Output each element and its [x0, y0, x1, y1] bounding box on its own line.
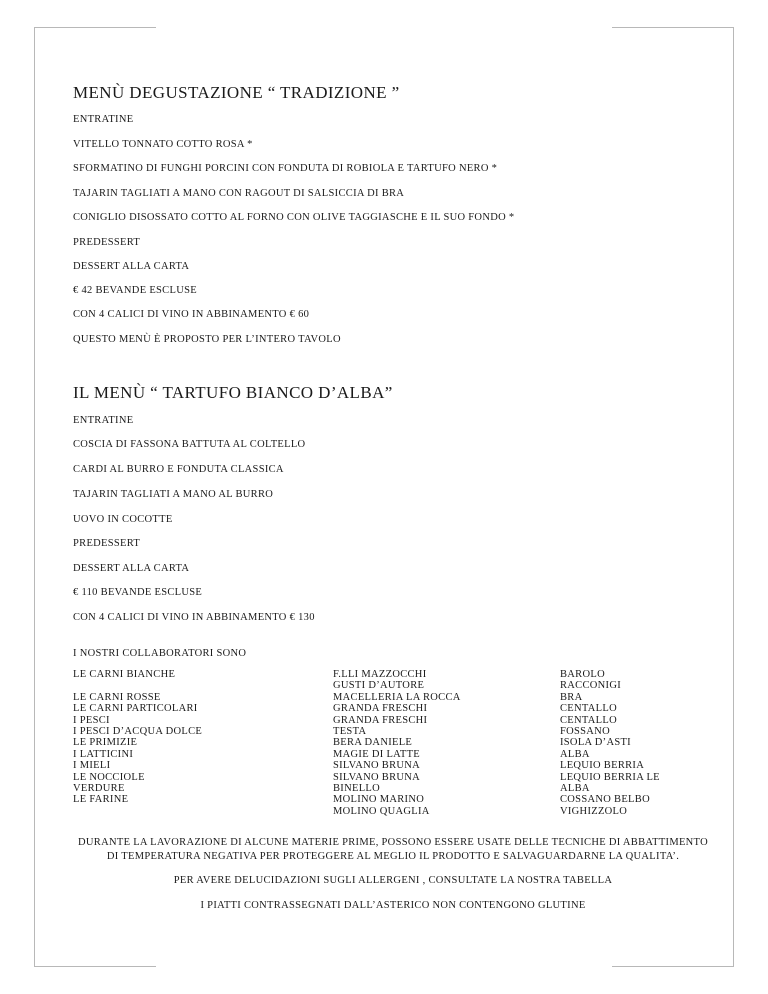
menu2-item: TAJARIN TAGLIATI A MANO AL BURRO — [73, 489, 274, 500]
supplier-category: LE CARNI PARTICOLARI — [73, 703, 198, 715]
menu1-item: PREDESSERT — [73, 237, 141, 248]
supplier-name: GUSTI D’AUTORE — [333, 680, 425, 692]
menu-tradizione-title: MENÙ DEGUSTAZIONE “ TRADIZIONE ” — [73, 83, 400, 102]
menu1-item: CONIGLIO DISOSSATO COTTO AL FORNO CON OLIVE TAGGIASCHE E IL SUO FONDO * — [73, 212, 515, 223]
supplier-name: BINELLO — [333, 783, 381, 795]
supplier-category: I MIELI — [73, 760, 111, 772]
supplier-place: CENTALLO — [560, 703, 617, 715]
suppliers-heading: I NOSTRI COLLABORATORI SONO — [73, 648, 247, 659]
supplier-place: COSSANO BELBO — [560, 794, 650, 806]
supplier-names — [333, 669, 461, 817]
supplier-name: SILVANO BRUNA — [333, 760, 421, 772]
gluten-note: I PIATTI CONTRASSEGNATI DALL’ASTERICO NON CONTENGONO GLUTINE — [200, 900, 586, 911]
supplier-place: ISOLA D’ASTI — [560, 737, 631, 749]
supplier-name: MACELLERIA LA ROCCA — [333, 691, 461, 703]
supplier-places — [560, 669, 660, 817]
supplier-name: TESTA — [333, 726, 367, 738]
supplier-place: BAROLO — [560, 669, 605, 680]
menu1-item: SFORMATINO DI FUNGHI PORCINI CON FONDUTA DI ROBIOLA E TARTUFO NERO * — [73, 163, 498, 174]
menu-tartufo-title: IL MENÙ “ TARTUFO BIANCO D’ALBA” — [73, 383, 393, 402]
supplier-name: BERA DANIELE — [333, 737, 413, 749]
processing-note: DURANTE LA LAVORAZIONE DI ALCUNE MATERIE PRIME, POSSONO ESSERE USATE DELLE TECNICHE DI ABBATTIMENTO DI TEMPERATURA NEGATIVA PER PROTEGGERE AL MEGLIO IL PRODOTTO E SALVAGUARDARNE LA QUALITA’. — [78, 837, 708, 862]
crop-mark-top-right — [612, 27, 734, 28]
menu1-item: DESSERT ALLA CARTA — [73, 261, 190, 272]
menu2-wine-price: CON 4 CALICI DI VINO IN ABBINAMENTO € 130 — [73, 612, 315, 623]
supplier-category: I PESCI D’ACQUA DOLCE — [73, 726, 203, 738]
supplier-place: RACCONIGI — [560, 680, 622, 692]
menu2-item: COSCIA DI FASSONA BATTUTA AL COLTELLO — [73, 439, 306, 450]
supplier-category: LE PRIMIZIE — [73, 737, 138, 749]
menu2-item: ENTRATINE — [73, 415, 134, 426]
crop-mark-top-left-v — [34, 27, 35, 967]
supplier-name: MOLINO QUAGLIA — [333, 805, 430, 817]
menu2-price: € 110 BEVANDE ESCLUSE — [73, 587, 203, 598]
supplier-name: SILVANO BRUNA — [333, 771, 421, 783]
supplier-categories — [73, 669, 202, 806]
menu2-item: CARDI AL BURRO E FONDUTA CLASSICA — [73, 464, 284, 475]
supplier-place: ALBA — [560, 748, 590, 760]
supplier-name: F.LLI MAZZOCCHI — [333, 669, 427, 680]
supplier-category: LE NOCCIOLE — [73, 771, 145, 783]
supplier-name: GRANDA FRESCHI — [333, 714, 428, 726]
supplier-name: MAGIE DI LATTE — [333, 748, 421, 760]
menu1-item: TAJARIN TAGLIATI A MANO CON RAGOUT DI SALSICCIA DI BRA — [73, 188, 405, 199]
crop-mark-bottom-right — [612, 966, 734, 967]
menu1-note: QUESTO MENÙ È PROPOSTO PER L’INTERO TAVOLO — [73, 334, 341, 345]
menu1-item: ENTRATINE — [73, 114, 134, 125]
crop-mark-top-right-v — [733, 27, 734, 967]
supplier-category: LE CARNI BIANCHE — [73, 669, 176, 680]
supplier-place: FOSSANO — [560, 726, 610, 738]
supplier-category: VERDURE — [73, 783, 125, 795]
crop-mark-bottom-left — [34, 966, 156, 967]
supplier-category: LE CARNI ROSSE — [73, 691, 161, 703]
supplier-place: ALBA — [560, 783, 590, 795]
menu2-item: PREDESSERT — [73, 538, 141, 549]
supplier-category — [73, 680, 202, 691]
menu2-item: DESSERT ALLA CARTA — [73, 563, 190, 574]
supplier-place: CENTALLO — [560, 714, 617, 726]
supplier-category: LE FARINE — [73, 794, 129, 806]
supplier-place: LEQUIO BERRIA — [560, 760, 645, 772]
menu1-wine-price: CON 4 CALICI DI VINO IN ABBINAMENTO € 60 — [73, 309, 310, 320]
supplier-place: VIGHIZZOLO — [560, 805, 628, 817]
supplier-name: GRANDA FRESCHI — [333, 703, 428, 715]
supplier-category: I LATTICINI — [73, 748, 134, 760]
menu1-price: € 42 BEVANDE ESCLUSE — [73, 285, 197, 296]
menu2-item: UOVO IN COCOTTE — [73, 514, 173, 525]
supplier-place: BRA — [560, 691, 583, 703]
supplier-place: LEQUIO BERRIA LE — [560, 771, 660, 783]
menu1-item: VITELLO TONNATO COTTO ROSA * — [73, 139, 253, 150]
supplier-name: MOLINO MARINO — [333, 794, 425, 806]
supplier-category: I PESCI — [73, 714, 110, 726]
crop-mark-top-left — [34, 27, 156, 28]
allergens-note: PER AVERE DELUCIDAZIONI SUGLI ALLERGENI , CONSULTATE LA NOSTRA TABELLA — [173, 875, 613, 886]
